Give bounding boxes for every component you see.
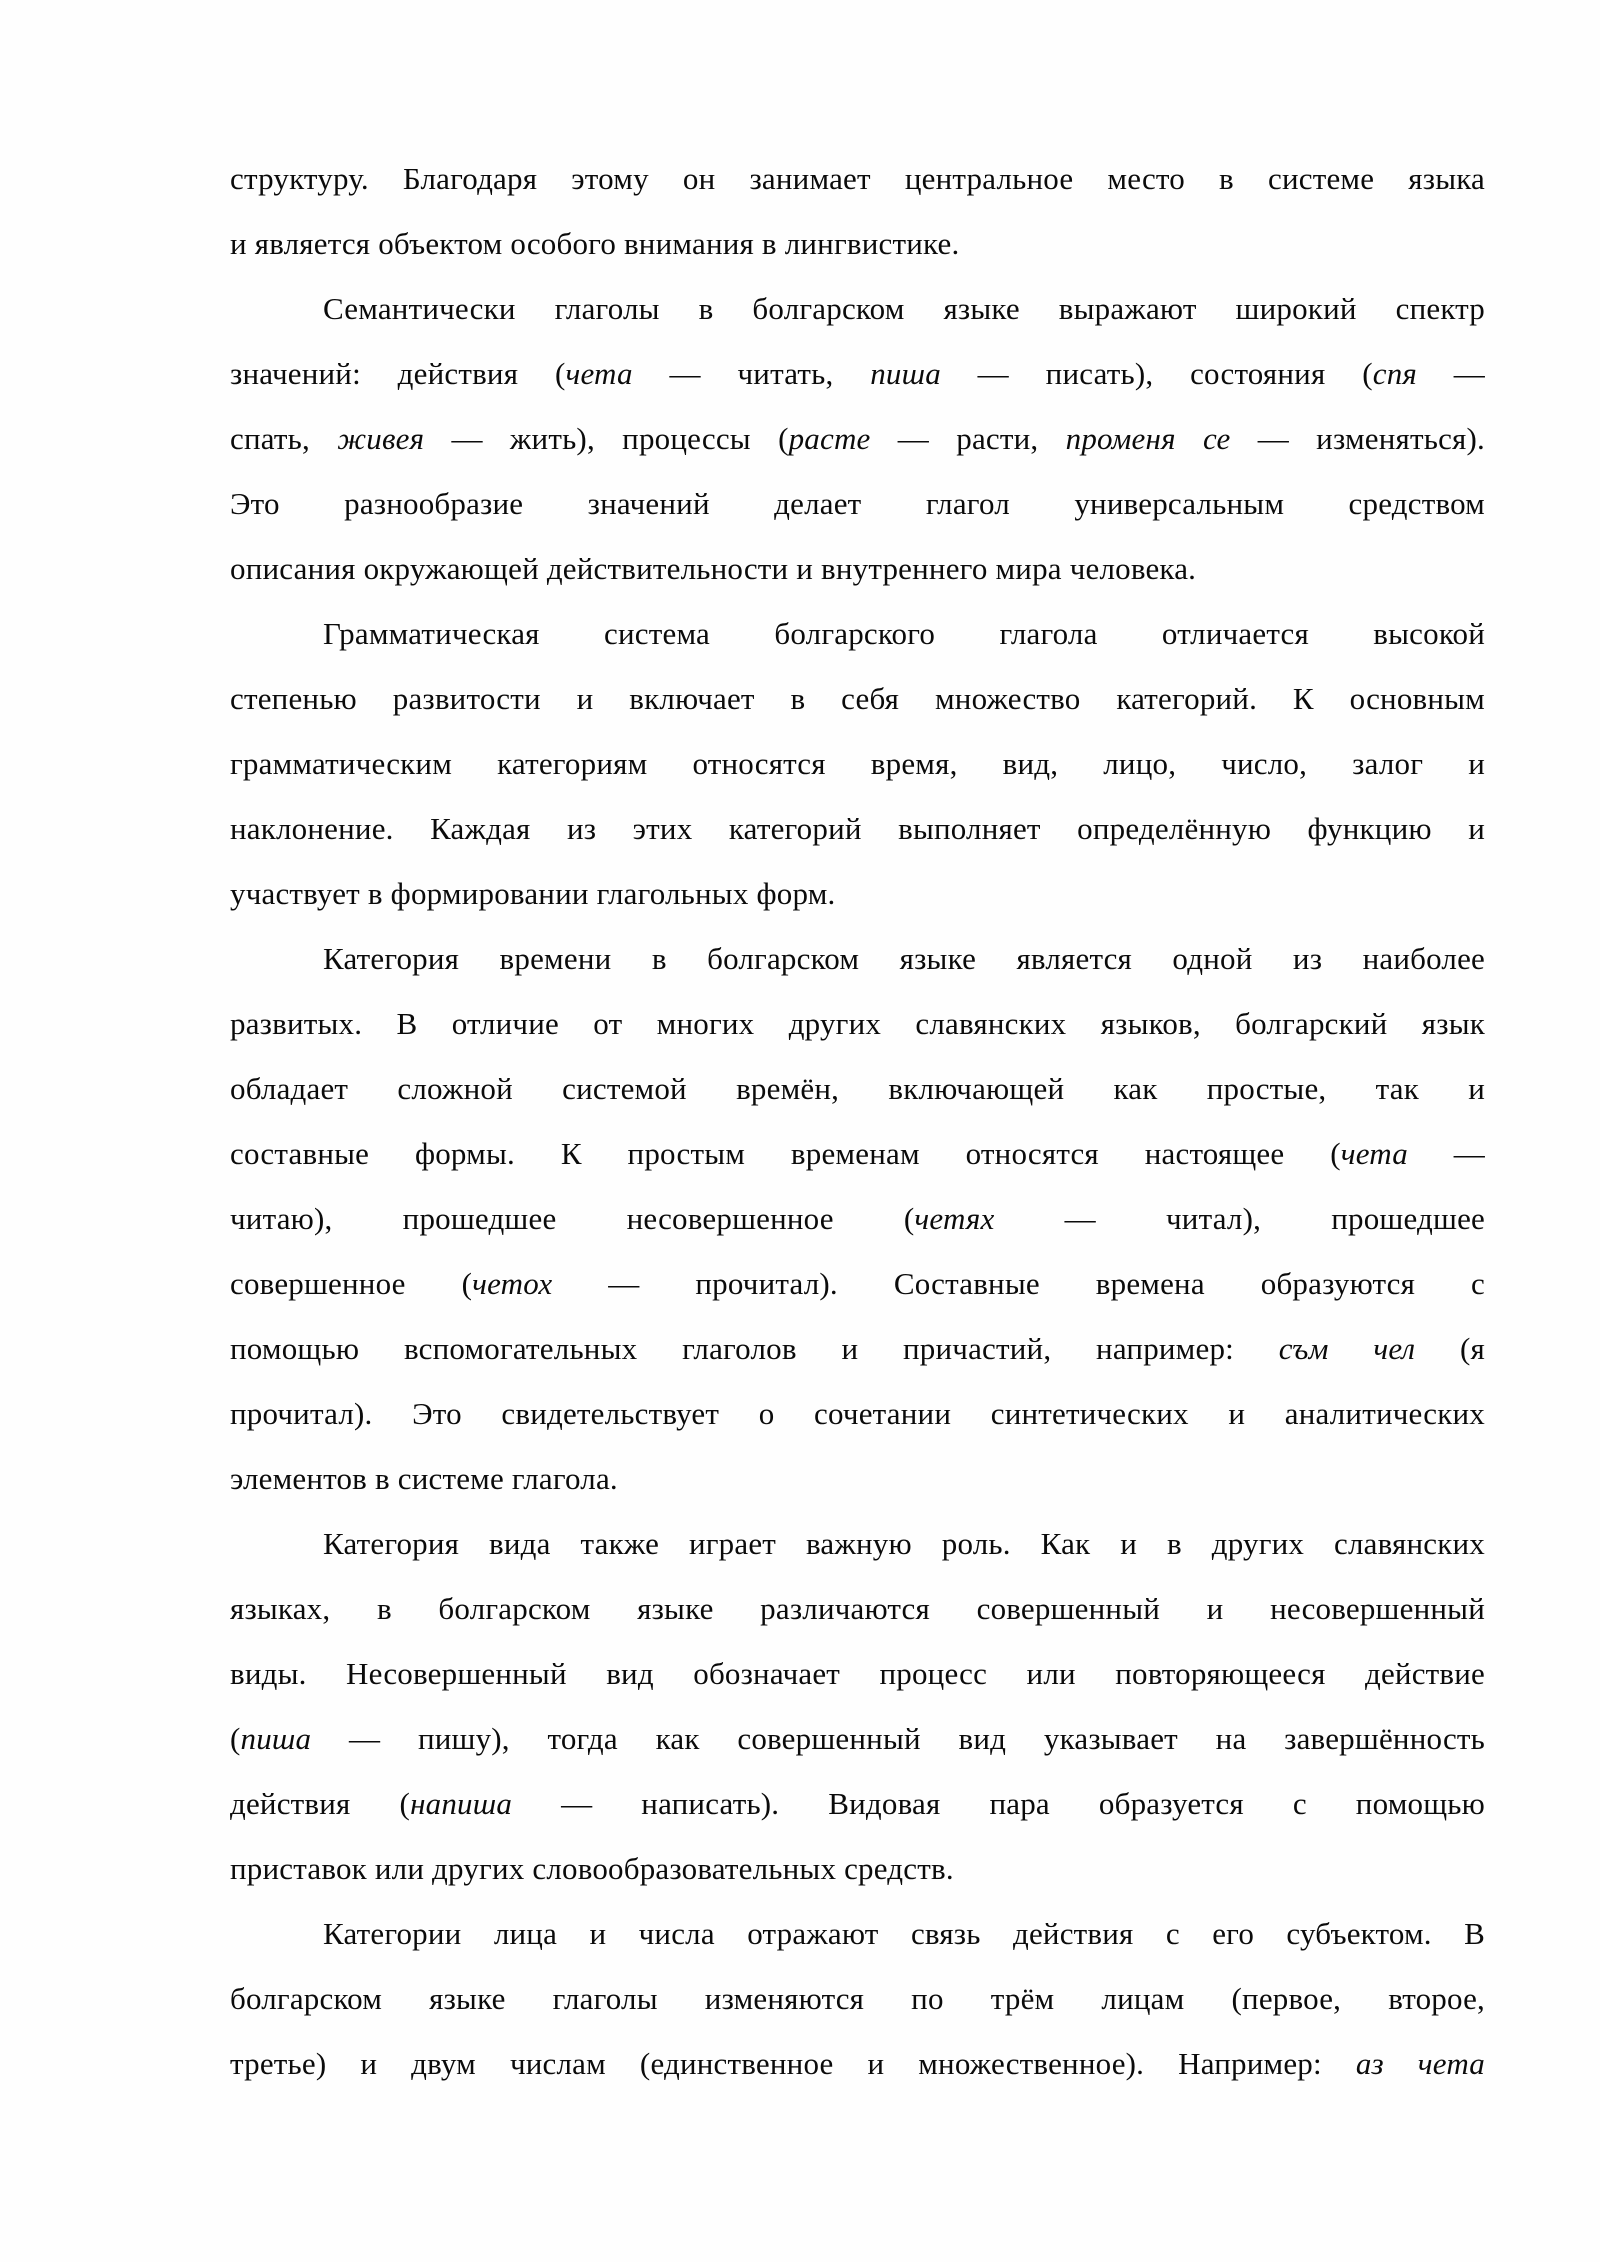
text-segment: — расти, [870,421,1066,456]
text-segment: действия ( [230,1786,411,1821]
text-segment: элементов в системе глагола. [230,1461,618,1496]
paragraph [230,926,1485,1511]
text-segment: структуру. Благодаря этому он занимает центральное место в системе языка [230,161,1485,196]
text-line [230,1706,1485,1771]
text-line [230,1121,1485,1186]
text-segment: совершенное ( [230,1266,473,1301]
text-line [230,991,1485,1056]
text-segment: помощью вспомогательных глаголов и причастий, например: [230,1331,1279,1366]
text-segment: Грамматическая система болгарского глагола отличается высокой [323,616,1485,651]
text-segment: участвует в формировании глагольных форм. [230,876,836,911]
text-line [230,1901,1485,1966]
text-segment: — пишу), тогда как совершенный вид указывает на завершённость [311,1721,1485,1756]
text-segment: — читал), прошедшее [994,1201,1485,1236]
italic-example-term: променя се [1065,421,1231,456]
italic-example-term: спя [1372,356,1418,391]
document-body [230,146,1485,2096]
text-segment: составные формы. К простым временам относятся настоящее ( [230,1136,1341,1171]
text-line [230,1056,1485,1121]
text-line [230,341,1485,406]
text-segment: Семантически глаголы в болгарском языке выражают широкий спектр [323,291,1485,326]
text-line [230,1381,1485,1446]
text-line [230,1576,1485,1641]
paragraph [230,601,1485,926]
italic-example-term: чета [565,356,633,391]
text-segment: — читать, [632,356,871,391]
italic-example-term: четях [914,1201,995,1236]
text-segment: (я [1415,1331,1486,1366]
italic-example-term: живея [337,421,425,456]
text-segment: — [1407,1136,1485,1171]
text-line [230,796,1485,861]
paragraph [230,1901,1485,2096]
text-segment: Категории лица и числа отражают связь действия с его субъектом. В [323,1916,1485,1951]
text-line [230,861,1485,926]
text-segment: Категория времени в болгарском языке является одной из наиболее [323,941,1485,976]
paragraph [230,146,1485,276]
text-line [230,406,1485,471]
text-segment: спать, [230,421,338,456]
text-segment: читаю), прошедшее несовершенное ( [230,1201,915,1236]
text-line [230,1641,1485,1706]
text-line [230,1966,1485,2031]
italic-example-term: пиша [870,356,941,391]
text-line [230,1251,1485,1316]
text-segment: языках, в болгарском языке различаются совершенный и несовершенный [230,1591,1485,1626]
text-segment: болгарском языке глаголы изменяются по трём лицам (первое, второе, [230,1981,1485,2016]
text-segment: описания окружающей действительности и внутреннего мира человека. [230,551,1197,586]
text-line [230,1186,1485,1251]
text-segment: Категория вида также играет важную роль. Как и в других славянских [323,1526,1485,1561]
text-line [230,601,1485,666]
text-line [230,731,1485,796]
text-segment: наклонение. Каждая из этих категорий выполняет определённую функцию и [230,811,1485,846]
text-segment: ( [230,1721,241,1756]
text-segment: — [1417,356,1486,391]
italic-example-term: напиша [410,1786,513,1821]
text-line [230,536,1485,601]
text-segment: — изменяться). [1230,421,1485,456]
text-line [230,1771,1485,1836]
italic-example-term: чета [1340,1136,1408,1171]
text-segment: обладает сложной системой времён, включающей как простые, так и [230,1071,1485,1106]
text-segment: виды. Несовершенный вид обозначает процесс или повторяющееся действие [230,1656,1485,1691]
italic-example-term: четох [472,1266,553,1301]
italic-example-term: аз чета [1355,2046,1485,2081]
text-segment: — жить), процессы ( [424,421,789,456]
paragraph [230,1511,1485,1901]
text-line [230,146,1485,211]
text-segment: — писать), состояния ( [940,356,1373,391]
text-line [230,1511,1485,1576]
text-line [230,1836,1485,1901]
text-line [230,926,1485,991]
text-segment: грамматическим категориям относятся время, вид, лицо, число, залог и [230,746,1485,781]
text-line [230,211,1485,276]
text-segment: развитых. В отличие от многих других славянских языков, болгарский язык [230,1006,1485,1041]
text-line [230,471,1485,536]
text-line [230,276,1485,341]
text-segment: значений: действия ( [230,356,566,391]
text-line [230,2031,1485,2096]
italic-example-term: пиша [240,1721,312,1756]
text-segment: — прочитал). Составные времена образуются с [552,1266,1485,1301]
italic-example-term: расте [788,421,871,456]
paragraph [230,276,1485,601]
text-segment: степенью развитости и включает в себя множество категорий. К основным [230,681,1485,716]
text-segment: Это разнообразие значений делает глагол универсальным средством [230,486,1485,521]
text-segment: приставок или других словообразовательных средств. [230,1851,954,1886]
italic-example-term: съм чел [1278,1331,1416,1366]
text-line [230,1316,1485,1381]
text-segment: — написать). Видовая пара образуется с помощью [512,1786,1485,1821]
text-line [230,1446,1485,1511]
text-line [230,666,1485,731]
text-segment: прочитал). Это свидетельствует о сочетании синтетических и аналитических [230,1396,1485,1431]
text-segment: и является объектом особого внимания в лингвистике. [230,226,960,261]
text-segment: третье) и двум числам (единственное и множественное). Например: [230,2046,1356,2081]
